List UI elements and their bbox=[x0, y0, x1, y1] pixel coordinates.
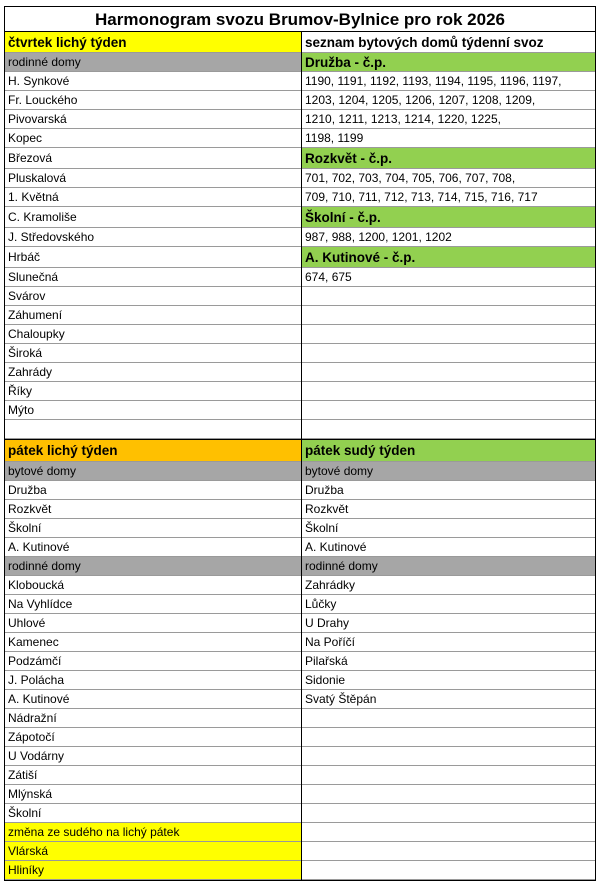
table-cell: Lůčky bbox=[302, 595, 595, 614]
table-cell: 701, 702, 703, 704, 705, 706, 707, 708, bbox=[302, 169, 595, 188]
empty-cell bbox=[302, 420, 595, 439]
table-cell: J. Polácha bbox=[5, 671, 301, 690]
table-cell: Družba - č.p. bbox=[302, 53, 595, 72]
thursday-section bbox=[4, 32, 596, 439]
table-cell: bytové domy bbox=[5, 462, 301, 481]
table-cell: Zápotočí bbox=[5, 728, 301, 747]
table-cell: čtvrtek lichý týden bbox=[5, 32, 301, 53]
table-cell: C. Kramoliše bbox=[5, 207, 301, 228]
table-cell: rodinné domy bbox=[5, 53, 301, 72]
table-cell: změna ze sudého na lichý pátek bbox=[5, 823, 301, 842]
empty-cell bbox=[302, 709, 595, 728]
friday-section bbox=[4, 439, 596, 881]
table-cell: Na Poříčí bbox=[302, 633, 595, 652]
schedule-sheet bbox=[4, 6, 596, 881]
table-cell: Záhumení bbox=[5, 306, 301, 325]
table-cell: A. Kutinové bbox=[302, 538, 595, 557]
empty-cell bbox=[302, 325, 595, 344]
table-cell: A. Kutinové - č.p. bbox=[302, 247, 595, 268]
table-cell: Fr. Louckého bbox=[5, 91, 301, 110]
table-cell: Uhlové bbox=[5, 614, 301, 633]
empty-cell bbox=[302, 401, 595, 420]
table-cell: Mýto bbox=[5, 401, 301, 420]
table-cell: 709, 710, 711, 712, 713, 714, 715, 716, 717 bbox=[302, 188, 595, 207]
table-cell: Zátiší bbox=[5, 766, 301, 785]
empty-cell bbox=[5, 420, 301, 439]
empty-cell bbox=[302, 306, 595, 325]
table-cell: Školní - č.p. bbox=[302, 207, 595, 228]
table-cell: Svárov bbox=[5, 287, 301, 306]
table-cell: rodinné domy bbox=[5, 557, 301, 576]
table-cell: Rozkvět bbox=[302, 500, 595, 519]
empty-cell bbox=[302, 747, 595, 766]
empty-cell bbox=[302, 823, 595, 842]
table-cell: 1198, 1199 bbox=[302, 129, 595, 148]
table-cell: H. Synkové bbox=[5, 72, 301, 91]
table-cell: Mlýnská bbox=[5, 785, 301, 804]
empty-cell bbox=[302, 382, 595, 401]
table-cell: Hliníky bbox=[5, 861, 301, 880]
empty-cell bbox=[302, 842, 595, 861]
empty-cell bbox=[302, 363, 595, 382]
table-cell: Pluskalová bbox=[5, 169, 301, 188]
table-cell: Široká bbox=[5, 344, 301, 363]
table-cell: Březová bbox=[5, 148, 301, 169]
table-cell: Rozkvět bbox=[5, 500, 301, 519]
table-cell: Rozkvět - č.p. bbox=[302, 148, 595, 169]
table-cell: Na Vyhlídce bbox=[5, 595, 301, 614]
empty-cell bbox=[302, 344, 595, 363]
table-cell: J. Středovského bbox=[5, 228, 301, 247]
table-cell: Svatý Štěpán bbox=[302, 690, 595, 709]
table-cell: Školní bbox=[5, 804, 301, 823]
table-cell: Družba bbox=[302, 481, 595, 500]
table-cell: 987, 988, 1200, 1201, 1202 bbox=[302, 228, 595, 247]
table-cell: Zahrády bbox=[5, 363, 301, 382]
table-cell: U Drahy bbox=[302, 614, 595, 633]
empty-cell bbox=[302, 785, 595, 804]
table-cell: 1203, 1204, 1205, 1206, 1207, 1208, 1209, bbox=[302, 91, 595, 110]
friday-even-week-column bbox=[302, 440, 595, 880]
sheet-title: Harmonogram svozu Brumov-Bylnice pro rok 2026 bbox=[4, 6, 596, 32]
table-cell: A. Kutinové bbox=[5, 690, 301, 709]
empty-cell bbox=[302, 287, 595, 306]
table-cell: Slunečná bbox=[5, 268, 301, 287]
table-cell: 674, 675 bbox=[302, 268, 595, 287]
table-cell: Sidonie bbox=[302, 671, 595, 690]
table-cell: Kamenec bbox=[5, 633, 301, 652]
table-cell: Kopec bbox=[5, 129, 301, 148]
table-cell: Podzámčí bbox=[5, 652, 301, 671]
table-cell: Říky bbox=[5, 382, 301, 401]
table-cell: Vlárská bbox=[5, 842, 301, 861]
table-cell: 1. Květná bbox=[5, 188, 301, 207]
table-cell: U Vodárny bbox=[5, 747, 301, 766]
table-cell: Pivovarská bbox=[5, 110, 301, 129]
table-cell: 1210, 1211, 1213, 1214, 1220, 1225, bbox=[302, 110, 595, 129]
table-cell: Kloboucká bbox=[5, 576, 301, 595]
empty-cell bbox=[302, 766, 595, 785]
table-cell: Školní bbox=[302, 519, 595, 538]
table-cell: 1190, 1191, 1192, 1193, 1194, 1195, 1196, 1197, bbox=[302, 72, 595, 91]
table-cell: A. Kutinové bbox=[5, 538, 301, 557]
table-cell: pátek lichý týden bbox=[5, 440, 301, 462]
table-cell: seznam bytových domů týdenní svoz bbox=[302, 32, 595, 53]
table-cell: Nádražní bbox=[5, 709, 301, 728]
table-cell: Chaloupky bbox=[5, 325, 301, 344]
table-cell: Školní bbox=[5, 519, 301, 538]
table-cell: Družba bbox=[5, 481, 301, 500]
apartment-houses-weekly-column bbox=[302, 32, 595, 439]
table-cell: Pilařská bbox=[302, 652, 595, 671]
thursday-odd-week-column bbox=[5, 32, 302, 439]
empty-cell bbox=[302, 861, 595, 880]
table-cell: pátek sudý týden bbox=[302, 440, 595, 462]
table-cell: rodinné domy bbox=[302, 557, 595, 576]
table-cell: Zahrádky bbox=[302, 576, 595, 595]
empty-cell bbox=[302, 728, 595, 747]
empty-cell bbox=[302, 804, 595, 823]
table-cell: Hrbáč bbox=[5, 247, 301, 268]
table-cell: bytové domy bbox=[302, 462, 595, 481]
friday-odd-week-column bbox=[5, 440, 302, 880]
